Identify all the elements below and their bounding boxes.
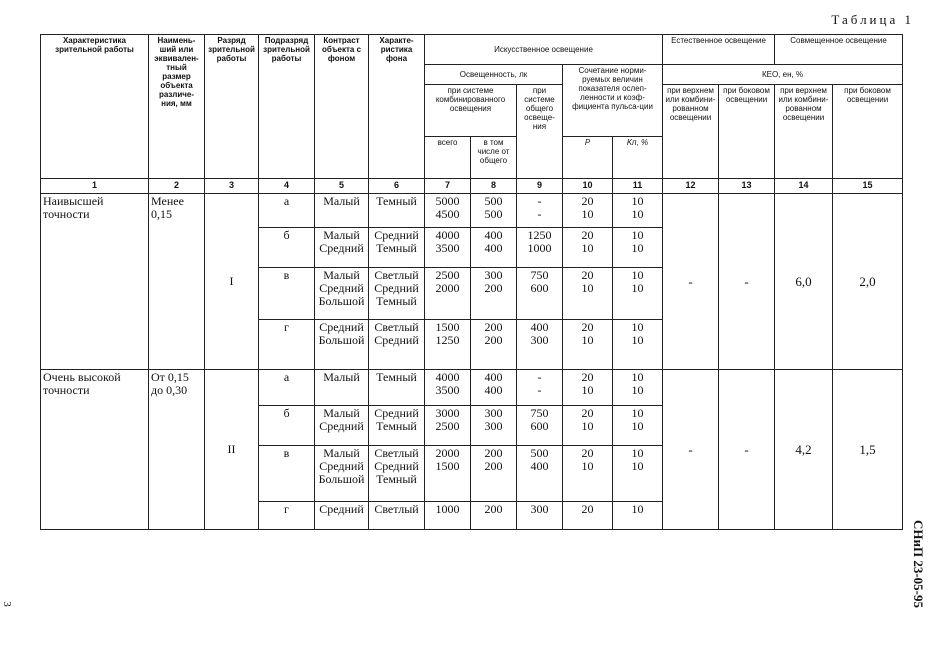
column-number: 12 xyxy=(663,179,719,194)
glare-index: 20 10 xyxy=(563,194,613,228)
keo-side: - xyxy=(719,194,775,370)
illuminance-general: 200 200 xyxy=(471,446,517,502)
pulsation-coefficient: 10 10 xyxy=(613,228,663,268)
keo-top: - xyxy=(663,194,719,370)
illuminance-total: 4000 3500 xyxy=(425,370,471,406)
column-number: 11 xyxy=(613,179,663,194)
column-number: 7 xyxy=(425,179,471,194)
background: Светлый Средний Темный xyxy=(369,268,425,320)
header-mixed-side: при боковом освещении xyxy=(833,85,903,179)
column-number: 3 xyxy=(205,179,259,194)
illuminance-total: 5000 4500 xyxy=(425,194,471,228)
illuminance-general-system: 500 400 xyxy=(517,446,563,502)
column-number: 2 xyxy=(149,179,205,194)
pulsation-coefficient: 10 10 xyxy=(613,370,663,406)
pulsation-coefficient: 10 10 xyxy=(613,194,663,228)
visual-grade: I xyxy=(205,194,259,370)
header-incl-general: в том числе от общего xyxy=(471,137,517,179)
illuminance-total: 1500 1250 xyxy=(425,320,471,370)
illuminance-general-system: - - xyxy=(517,194,563,228)
background: Средний Темный xyxy=(369,228,425,268)
illuminance-general-system: 750 600 xyxy=(517,268,563,320)
subgrade: б xyxy=(259,406,315,446)
illuminance-general: 400 400 xyxy=(471,370,517,406)
contrast: Средний Большой xyxy=(315,320,369,370)
keo-top: - xyxy=(663,370,719,530)
illuminance-total: 2500 2000 xyxy=(425,268,471,320)
visual-grade: II xyxy=(205,370,259,530)
background: Темный xyxy=(369,194,425,228)
page-number: 3 xyxy=(0,601,13,607)
header-combined-system: при системе комбинированного освещения xyxy=(425,85,517,137)
subgrade: б xyxy=(259,228,315,268)
subgrade: г xyxy=(259,502,315,530)
illuminance-general: 200 xyxy=(471,502,517,530)
glare-index: 20 10 xyxy=(563,228,613,268)
header-keo: КЕО, eн, % xyxy=(663,65,903,85)
document-code: СНиП 23-05-95 xyxy=(911,520,926,609)
header-subgrade: Подразряд зрительной работы xyxy=(259,35,315,179)
mixed-top: 6,0 xyxy=(775,194,833,370)
illumination-norms-table xyxy=(40,34,903,530)
column-number: 10 xyxy=(563,179,613,194)
contrast: Малый Средний Большой xyxy=(315,446,369,502)
column-number: 8 xyxy=(471,179,517,194)
pulsation-coefficient: 10 10 xyxy=(613,406,663,446)
column-number: 14 xyxy=(775,179,833,194)
illuminance-general-system: 400 300 xyxy=(517,320,563,370)
illuminance-total: 3000 2500 xyxy=(425,406,471,446)
table-caption: Таблица 1 xyxy=(831,12,914,27)
header-mixed-top: при верхнем или комбини-рованном освещении xyxy=(775,85,833,179)
subgrade: в xyxy=(259,446,315,502)
mixed-side: 2,0 xyxy=(833,194,903,370)
column-number: 5 xyxy=(315,179,369,194)
illuminance-total: 1000 xyxy=(425,502,471,530)
header-combination-norm: Сочетание норми-руемых величин показателя ослеп-ленности и коэф-фициента пульса-ции xyxy=(563,65,663,137)
contrast: Средний xyxy=(315,502,369,530)
background: Светлый Средний xyxy=(369,320,425,370)
subgrade: а xyxy=(259,194,315,228)
work-characteristic: Наивысшей точности xyxy=(41,194,149,370)
illuminance-general-system: 300 xyxy=(517,502,563,530)
illuminance-total: 4000 3500 xyxy=(425,228,471,268)
illuminance-general-system: 1250 1000 xyxy=(517,228,563,268)
contrast: Малый Средний xyxy=(315,406,369,446)
subgrade: в xyxy=(259,268,315,320)
header-grade: Разряд зрительной работы xyxy=(205,35,259,179)
background: Светлый Средний Темный xyxy=(369,446,425,502)
keo-side: - xyxy=(719,370,775,530)
header-kp: Kп, % xyxy=(613,137,663,179)
mixed-top: 4,2 xyxy=(775,370,833,530)
header-mixed-lighting: Совмещенное освещение xyxy=(775,35,903,65)
header-natural-side: при боковом освещении xyxy=(719,85,775,179)
illuminance-general-system: - - xyxy=(517,370,563,406)
object-size: От 0,15 до 0,30 xyxy=(149,370,205,530)
illuminance-general: 400 400 xyxy=(471,228,517,268)
column-number: 6 xyxy=(369,179,425,194)
illuminance-general: 200 200 xyxy=(471,320,517,370)
pulsation-coefficient: 10 10 xyxy=(613,268,663,320)
header-p: P xyxy=(563,137,613,179)
column-number: 13 xyxy=(719,179,775,194)
background: Средний Темный xyxy=(369,406,425,446)
column-number: 9 xyxy=(517,179,563,194)
background: Темный xyxy=(369,370,425,406)
glare-index: 20 10 xyxy=(563,406,613,446)
header-contrast: Контраст объекта с фоном xyxy=(315,35,369,179)
header-artificial-lighting: Искусственное освещение xyxy=(425,35,663,65)
mixed-side: 1,5 xyxy=(833,370,903,530)
glare-index: 20 xyxy=(563,502,613,530)
illuminance-general: 500 500 xyxy=(471,194,517,228)
background: Светлый xyxy=(369,502,425,530)
work-characteristic: Очень высокой точности xyxy=(41,370,149,530)
header-general-system: при системе общего освеще-ния xyxy=(517,85,563,179)
object-size: Менее 0,15 xyxy=(149,194,205,370)
column-number: 1 xyxy=(41,179,149,194)
pulsation-coefficient: 10 xyxy=(613,502,663,530)
illuminance-general-system: 750 600 xyxy=(517,406,563,446)
header-total: всего xyxy=(425,137,471,179)
header-illuminance: Освещенность, лк xyxy=(425,65,563,85)
header-work-characteristic: Характеристика зрительной работы xyxy=(41,35,149,179)
illuminance-general: 300 300 xyxy=(471,406,517,446)
table-row xyxy=(41,194,903,228)
contrast: Малый Средний xyxy=(315,228,369,268)
header-background: Характе-ристика фона xyxy=(369,35,425,179)
illuminance-general: 300 200 xyxy=(471,268,517,320)
illuminance-total: 2000 1500 xyxy=(425,446,471,502)
glare-index: 20 10 xyxy=(563,268,613,320)
pulsation-coefficient: 10 10 xyxy=(613,446,663,502)
subgrade: а xyxy=(259,370,315,406)
header-natural-top: при верхнем или комбини-рованном освещении xyxy=(663,85,719,179)
pulsation-coefficient: 10 10 xyxy=(613,320,663,370)
contrast: Малый xyxy=(315,370,369,406)
column-number-row xyxy=(41,179,903,194)
glare-index: 20 10 xyxy=(563,320,613,370)
subgrade: г xyxy=(259,320,315,370)
column-number: 15 xyxy=(833,179,903,194)
glare-index: 20 10 xyxy=(563,446,613,502)
table-row xyxy=(41,370,903,406)
header-natural-lighting: Естественное освещение xyxy=(663,35,775,65)
column-number: 4 xyxy=(259,179,315,194)
header-object-size: Наимень-ший или эквивален-тный размер объекта различе-ния, мм xyxy=(149,35,205,179)
contrast: Малый xyxy=(315,194,369,228)
glare-index: 20 10 xyxy=(563,370,613,406)
contrast: Малый Средний Большой xyxy=(315,268,369,320)
